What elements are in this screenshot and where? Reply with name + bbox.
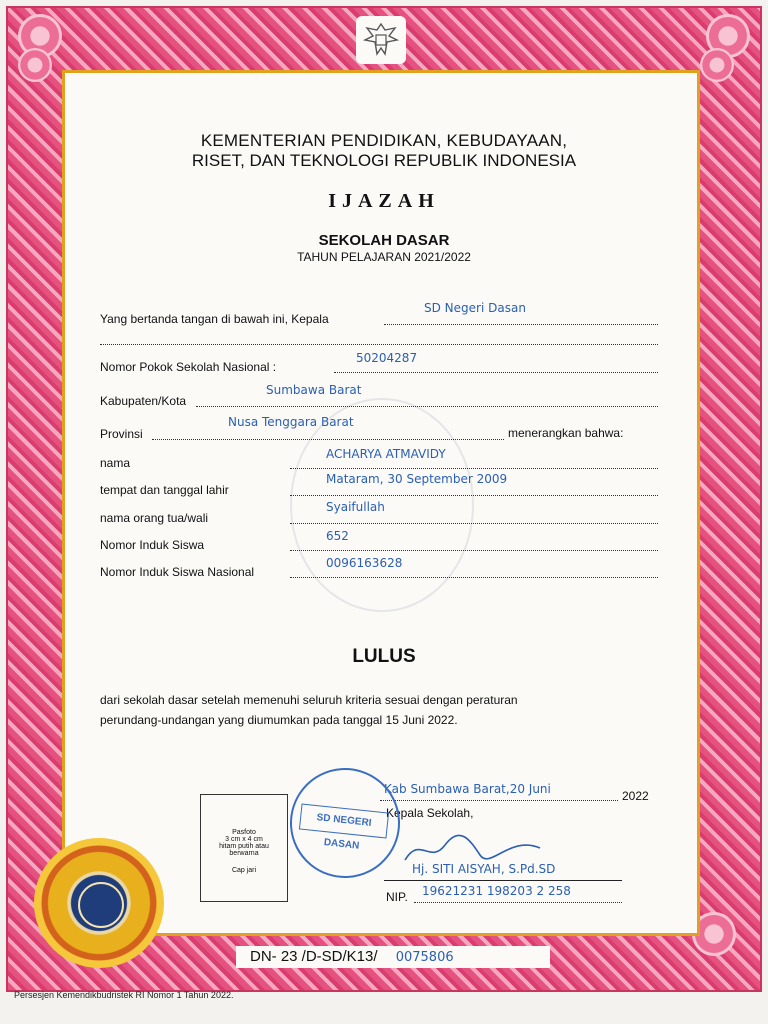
npsn-label: Nomor Pokok Sekolah Nasional : — [100, 360, 277, 374]
parent-label: nama orang tua/wali — [100, 511, 209, 525]
serial-value: 0075806 — [395, 950, 454, 965]
stamp-center-text: SD NEGERI DASAN — [299, 803, 389, 838]
regency-label: Kabupaten/Kota — [100, 394, 187, 408]
signature-underline — [384, 880, 622, 881]
photo-caption-line-2: 3 cm x 4 cm — [225, 836, 263, 843]
corner-rosette-icon — [18, 48, 52, 82]
photo-box — [200, 794, 288, 902]
certify-label: menerangkan bahwa: — [508, 426, 624, 440]
name-label: nama — [100, 456, 131, 470]
school-level: SEKOLAH DASAR — [318, 232, 450, 249]
nis-value: 652 — [326, 529, 349, 543]
academic-year: TAHUN PELAJARAN 2021/2022 — [297, 250, 471, 264]
nisn-label: Nomor Induk Siswa Nasional — [100, 565, 255, 579]
school-name-value: SD Negeri Dasan — [424, 301, 526, 315]
serial-number — [236, 946, 550, 968]
birth-label: tempat dan tanggal lahir — [100, 483, 229, 497]
ministry-line-1: KEMENTERIAN PENDIDIKAN, KEBUDAYAAN, — [200, 131, 568, 150]
province-label: Provinsi — [100, 427, 143, 441]
thumbprint-label: Cap jari — [231, 867, 257, 874]
corner-rosette-icon — [700, 48, 734, 82]
province-value: Nusa Tenggara Barat — [228, 415, 354, 429]
dotted-line — [380, 800, 618, 801]
result-paragraph-line-2: perundang-undangan yang diumumkan pada tanggal 15 Juni 2022. — [100, 713, 458, 727]
regency-value: Sumbawa Barat — [266, 383, 362, 397]
dotted-line — [384, 324, 658, 325]
parent-value: Syaifullah — [326, 500, 385, 514]
dotted-line — [290, 523, 658, 524]
dotted-line — [290, 468, 658, 469]
name-value: ACHARYA ATMAVIDY — [326, 447, 446, 461]
ministry-line-2: RISET, DAN TEKNOLOGI REPUBLIK INDONESIA — [191, 151, 577, 170]
principal-label: Yang bertanda tangan di bawah ini, Kepala — [100, 312, 329, 326]
photo-caption-line-4: berwarna — [229, 850, 259, 857]
dotted-line — [290, 550, 658, 551]
nip-label: NIP. — [386, 890, 408, 904]
photo-caption-line-3: hitam putih atau — [219, 843, 269, 850]
signature-year: 2022 — [622, 789, 649, 803]
tut-wuri-handayani-icon — [78, 882, 124, 928]
signature-role: Kepala Sekolah, — [386, 806, 474, 820]
dotted-line — [414, 902, 622, 903]
result-paragraph-line-1: dari sekolah dasar setelah memenuhi seluruh kriteria sesuai dengan peraturan — [100, 693, 518, 707]
result-status: LULUS — [352, 646, 416, 667]
place-date-value: Kab Sumbawa Barat,20 Juni — [384, 782, 551, 796]
dotted-line — [290, 577, 658, 578]
npsn-value: 50204287 — [356, 351, 418, 365]
birth-value: Mataram, 30 September 2009 — [326, 472, 508, 486]
dotted-line — [196, 406, 658, 407]
dotted-line — [152, 439, 504, 440]
garuda-emblem-icon — [356, 16, 406, 64]
dotted-line — [290, 495, 658, 496]
dotted-line — [334, 372, 658, 373]
regulation-note: Persesjen Kemendikbudristek RI Nomor 1 Tahun 2022. — [14, 990, 234, 1000]
signatory-name: Hj. SITI AISYAH, S.Pd.SD — [412, 862, 556, 876]
nis-label: Nomor Induk Siswa — [100, 538, 205, 552]
dotted-line — [100, 344, 658, 345]
nisn-value: 0096163628 — [326, 556, 403, 570]
serial-prefix: DN- 23 /D-SD/K13/ — [250, 948, 378, 965]
photo-caption-line-1: Pasfoto — [232, 829, 256, 836]
document-title: IJAZAH — [328, 190, 440, 212]
nip-value: 19621231 198203 2 258 — [422, 884, 571, 898]
